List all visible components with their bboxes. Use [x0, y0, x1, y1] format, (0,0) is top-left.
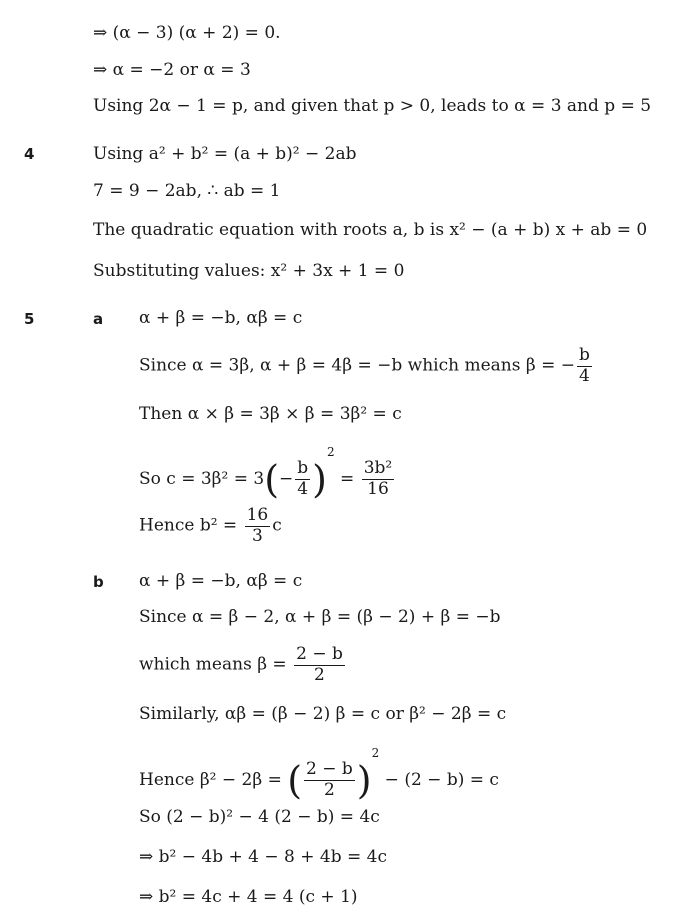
fraction-denominator: 16: [367, 479, 389, 499]
fraction-2-minus-b-over-2: [304, 760, 355, 800]
q5a-line-5: [139, 506, 282, 546]
q4-line-2: 7 = 9 − 2ab, ∴ ab = 1: [93, 181, 281, 201]
q5b-line-8: ⇒ b² = 4c + 4 = 4 (c + 1): [139, 887, 358, 907]
fraction-denominator: 2: [324, 780, 335, 800]
q5a-line-4-text: So c = 3β² = 3: [139, 469, 265, 489]
q5a-line-5-c: c: [272, 515, 282, 536]
q5b-line-5-tail: − (2 − b) = c: [384, 770, 499, 790]
q5b-line-2: Since α = β − 2, α + β = (β − 2) + β = −b: [139, 607, 501, 627]
q4-line-4: Substituting values: x² + 3x + 1 = 0: [93, 261, 405, 281]
q5a-line-2: [139, 346, 594, 386]
left-paren: (: [264, 457, 280, 502]
q3-line-1: ⇒ (α − 3) (α + 2) = 0.: [93, 23, 281, 43]
fraction-numerator: b: [297, 458, 309, 479]
fraction-numerator: b: [578, 345, 590, 365]
fraction-3b2-over-16: [362, 459, 395, 499]
q5b-line-3: [139, 645, 347, 685]
left-paren: (: [287, 758, 303, 803]
exponent-2: 2: [326, 445, 335, 459]
q5b-line-5-text: Hence β² − 2β =: [139, 770, 282, 790]
q5a-line-5-text: Hence b² =: [139, 515, 238, 536]
fraction-denominator: 4: [579, 365, 590, 386]
part-a-label: a: [93, 310, 104, 328]
fraction-denominator: 2: [314, 664, 325, 685]
q3-line-2: ⇒ α = −2 or α = 3: [93, 60, 251, 80]
fraction-b-over-4: [295, 459, 310, 499]
fraction-2-minus-b-over-2: [294, 645, 345, 685]
fraction-numerator: 2 − b: [306, 759, 353, 780]
q5b-line-5: [139, 747, 499, 801]
q3-line-3: Using 2α − 1 = p, and given that p > 0, leads to α = 3 and p = 5: [93, 96, 652, 116]
fraction-numerator: 16: [246, 505, 269, 525]
q5a-line-1: α + β = −b, αβ = c: [139, 308, 303, 328]
q5b-line-7: ⇒ b² − 4b + 4 − 8 + 4b = 4c: [139, 847, 387, 867]
fraction-b-over-4: [577, 346, 592, 386]
q5a-line-2-text: Since α = 3β, α + β = 4β = −b which means β = −: [139, 355, 575, 376]
q4-line-3: The quadratic equation with roots a, b is x² − (a + b) x + ab = 0: [93, 220, 648, 240]
fraction-denominator: 4: [297, 479, 309, 499]
right-paren: ): [312, 457, 327, 502]
q4-line-1: Using a² + b² = (a + b)² − 2ab: [93, 144, 357, 164]
fraction-denominator: 3: [251, 525, 263, 546]
q5a-line-3: Then α × β = 3β × β = 3β² = c: [139, 404, 402, 424]
question-4-number: 4: [24, 145, 35, 163]
q5b-line-4: Similarly, αβ = (β − 2) β = c or β² − 2β = c: [139, 704, 507, 724]
question-5-number: 5: [24, 310, 35, 328]
fraction-numerator: 2 − b: [296, 644, 343, 664]
fraction-16-over-3: [245, 506, 271, 546]
q5b-line-3-text: which means β =: [139, 654, 287, 675]
q5b-line-1: α + β = −b, αβ = c: [139, 571, 303, 591]
part-b-label: b: [93, 573, 104, 591]
fraction-numerator: 3b²: [363, 458, 393, 479]
exponent-2: 2: [371, 746, 380, 760]
right-paren: ): [356, 758, 372, 803]
q5a-line-4: So c = 3β² = 3(− $\frac{b}{4}$ )$^2$ = $\frac{\text{3b²}}{16}$: [139, 445, 393, 502]
q5b-line-6: So (2 − b)² − 4 (2 − b) = 4c: [139, 807, 380, 827]
